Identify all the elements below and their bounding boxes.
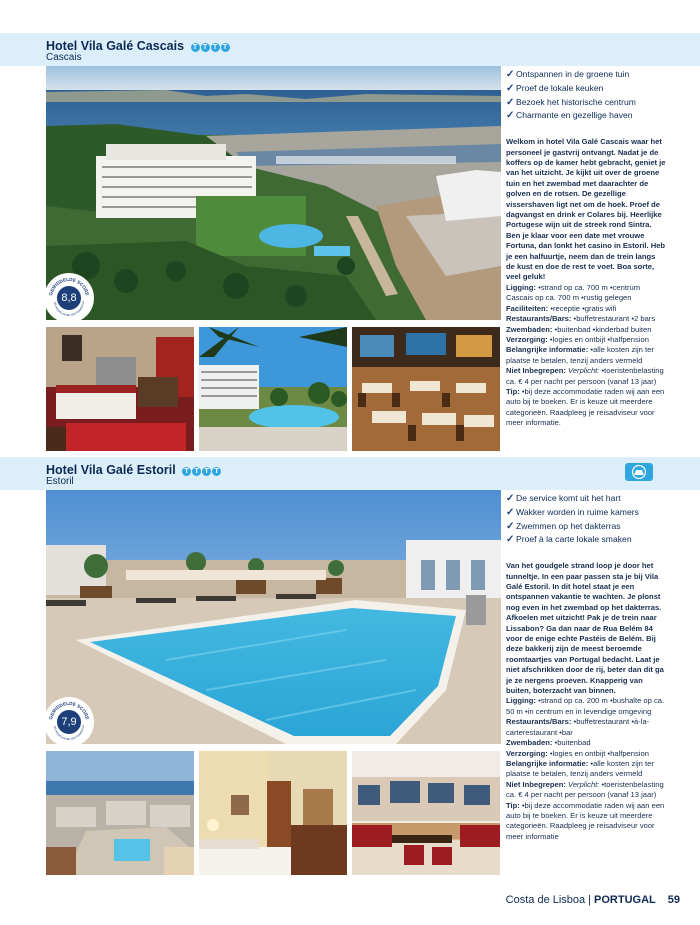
hotel2-highlights xyxy=(506,492,666,547)
hotel1-title: Hotel Vila Galé Cascais T T T T xyxy=(46,38,231,53)
hotel2-intro: Van het goudgele strand loop je door het tunneltje. In een paar passen sta je bij Vila Galé Estoril. In dit hotel staat je een ontspannen vakantie te wachten. Je plonst nog even in het zwembad op het dakterras. Afkoelen met uitzicht! Pak je de trein naar Lissabon? Ga dan naar de Rua Belém 84 voor de enige echte Pastéis de Belém. Bij deze bakkerij zijn de meest beroemde roomtaartjes van Portugal bedacht. Laat je niet afschrikken door de rij, beter dan dit ga je ze nergens proeven. Knapperig van buiten, boterzacht van binnen. xyxy=(506,561,664,696)
fact-line: Ligging: •strand op ca. 700 m •centrum Cascais op ca. 700 m •rustig gelegen xyxy=(506,282,641,303)
fact-line: Belangrijke informatie: •alle kosten zijn ter plaatse te betalen, tenzij anders vermeld xyxy=(506,345,654,365)
check-icon: ✓ xyxy=(506,69,515,80)
hotel2-score-label: GEMIDDELDE SCORE xyxy=(48,700,90,720)
highlight-item: ✓ Bezoek het historische centrum xyxy=(506,96,636,108)
hotel1-score-value: 8,8 xyxy=(57,286,81,310)
fact-line: Niet Inbegrepen: Verplicht: •toeristenbelasting ca. € 4 per nacht per persoon (vanaf 13 jaar) xyxy=(506,779,664,800)
hotel2-main-photo xyxy=(46,490,501,744)
highlight-item: ✓ Ontspannen in de groene tuin xyxy=(506,69,630,80)
hotel2-lounge-photo xyxy=(352,751,500,875)
fact-line: Verzorging: •logies en ontbijt •halfpension xyxy=(506,334,649,344)
hotel2-header xyxy=(0,457,700,490)
highlight-item: ✓ Proef de lokale keuken xyxy=(506,82,604,94)
fact-line: Tip: •bij deze accommodatie raden wij aan een auto bij te boeken. Er is keuze uit meerdere categorieën. Raadpleeg je reisadviseur voor meer informatie xyxy=(506,800,665,841)
fact-line: Faciliteiten: •receptie •gratis wifi xyxy=(506,303,617,313)
hotel1-room-photo xyxy=(46,327,194,451)
check-icon: ✓ xyxy=(506,493,515,504)
fact-line: Ligging: •strand op ca. 200 m •bushalte op ca. 50 m •in centrum en in levendige omgeving xyxy=(506,696,665,716)
fact-line: Zwembaden: •buitenbad •kinderbad buiten xyxy=(506,324,652,334)
fact-line: Restaurants/Bars: •buffetrestaurant •2 bars xyxy=(506,314,656,324)
fact-line: Tip: •bij deze accommodatie raden wij aan een auto bij te boeken. Er is keuze uit meerdere categorieën. Raadpleeg je reisadviseur voor meer informatie. xyxy=(506,386,665,428)
page-number: 59 xyxy=(667,894,680,906)
footer-region: Costa de Lisboa xyxy=(505,894,586,906)
hotel1-highlights xyxy=(506,68,666,123)
hotel2-aerial-photo xyxy=(46,751,194,875)
hotel2-title: Hotel Vila Galé Estoril T T T T xyxy=(46,462,222,477)
hotel2-text-column xyxy=(506,492,666,842)
footer-separator: | xyxy=(588,894,592,906)
fact-line: Restaurants/Bars: •buffetrestaurant •à-la-carterestaurant •bar xyxy=(506,717,650,737)
check-icon: ✓ xyxy=(506,506,515,518)
hotel2-room-photo xyxy=(199,751,347,875)
hotel2-score-badge xyxy=(44,697,94,747)
check-icon: ✓ xyxy=(506,520,515,532)
fact-line: Niet Inbegrepen: Verplicht: •toeristenbelasting ca. € 4 per nacht per persoon (vanaf 13 jaar) xyxy=(506,366,664,386)
check-icon: ✓ xyxy=(506,82,515,94)
hotel1-pool-photo xyxy=(199,327,347,451)
hotel1-score-sub: BEOORDELINGEN (SEPTEMBER 20 xyxy=(53,300,86,318)
hotel2-score-value: 7,9 xyxy=(57,710,81,734)
hotel1-header xyxy=(0,33,700,66)
highlight-item: ✓ Zwemmen op het dakterras xyxy=(506,520,621,532)
highlight-item: ✓ Proef à la carte lokale smaken xyxy=(506,534,632,546)
fact-line: Belangrijke informatie: •alle kosten zijn ter plaatse te betalen, tenzij anders vermeld xyxy=(506,758,654,779)
check-icon: ✓ xyxy=(506,96,515,108)
check-icon: ✓ xyxy=(506,110,515,122)
hotel1-score-badge xyxy=(44,273,94,323)
page-footer xyxy=(506,894,680,906)
highlight-item: ✓ Wakker worden in ruime kamers xyxy=(506,506,639,518)
hotel1-restaurant-photo xyxy=(352,327,500,451)
hotel1-score-label: GEMIDDELDE SCORE xyxy=(48,276,90,296)
hotel2-location: Estoril xyxy=(46,476,74,487)
check-icon: ✓ xyxy=(506,534,515,546)
car-icon xyxy=(625,463,653,481)
star-rating-icon: T T T T xyxy=(182,462,222,476)
footer-country: PORTUGAL xyxy=(594,894,656,906)
hotel1-intro: Welkom in hotel Vila Galé Cascais waar het personeel je gastvrij ontvangt. Nadat je de koffers op de kamer hebt gebracht, geniet je van het uitzicht. Je kijkt uit over de groene tuin en het zwembad met daarachter de golven en de rotsen. De gezellige vissershaven ligt net om de hoek. Proef de dagvangst en drink er Colares bij. Heerlijke Portugese wijn uit de streek rond Sintra. Ben je klaar voor een date met vrouwe Fortuna, dan lonkt het casino in Estoril. Heb je een halfuurtje, neem dan de trein langs de kust en doe de rest te voet. Boa sorte, veel geluk! xyxy=(506,137,666,282)
fact-line: Zwembaden: •buitenbad xyxy=(506,738,591,748)
hotel2-score-sub: BEOORDELINGEN (SEPTEMBER 20 xyxy=(53,724,86,742)
fact-line: Verzorging: •logies en ontbijt •halfpension xyxy=(506,748,649,758)
hotel1-location: Cascais xyxy=(46,52,82,63)
star-rating-icon: T T T T xyxy=(191,38,231,52)
hotel1-text-column xyxy=(506,68,666,429)
highlight-item: ✓ De service komt uit het hart xyxy=(506,493,621,504)
highlight-item: ✓ Charmante en gezellige haven xyxy=(506,110,633,122)
hotel1-main-photo xyxy=(46,66,501,320)
